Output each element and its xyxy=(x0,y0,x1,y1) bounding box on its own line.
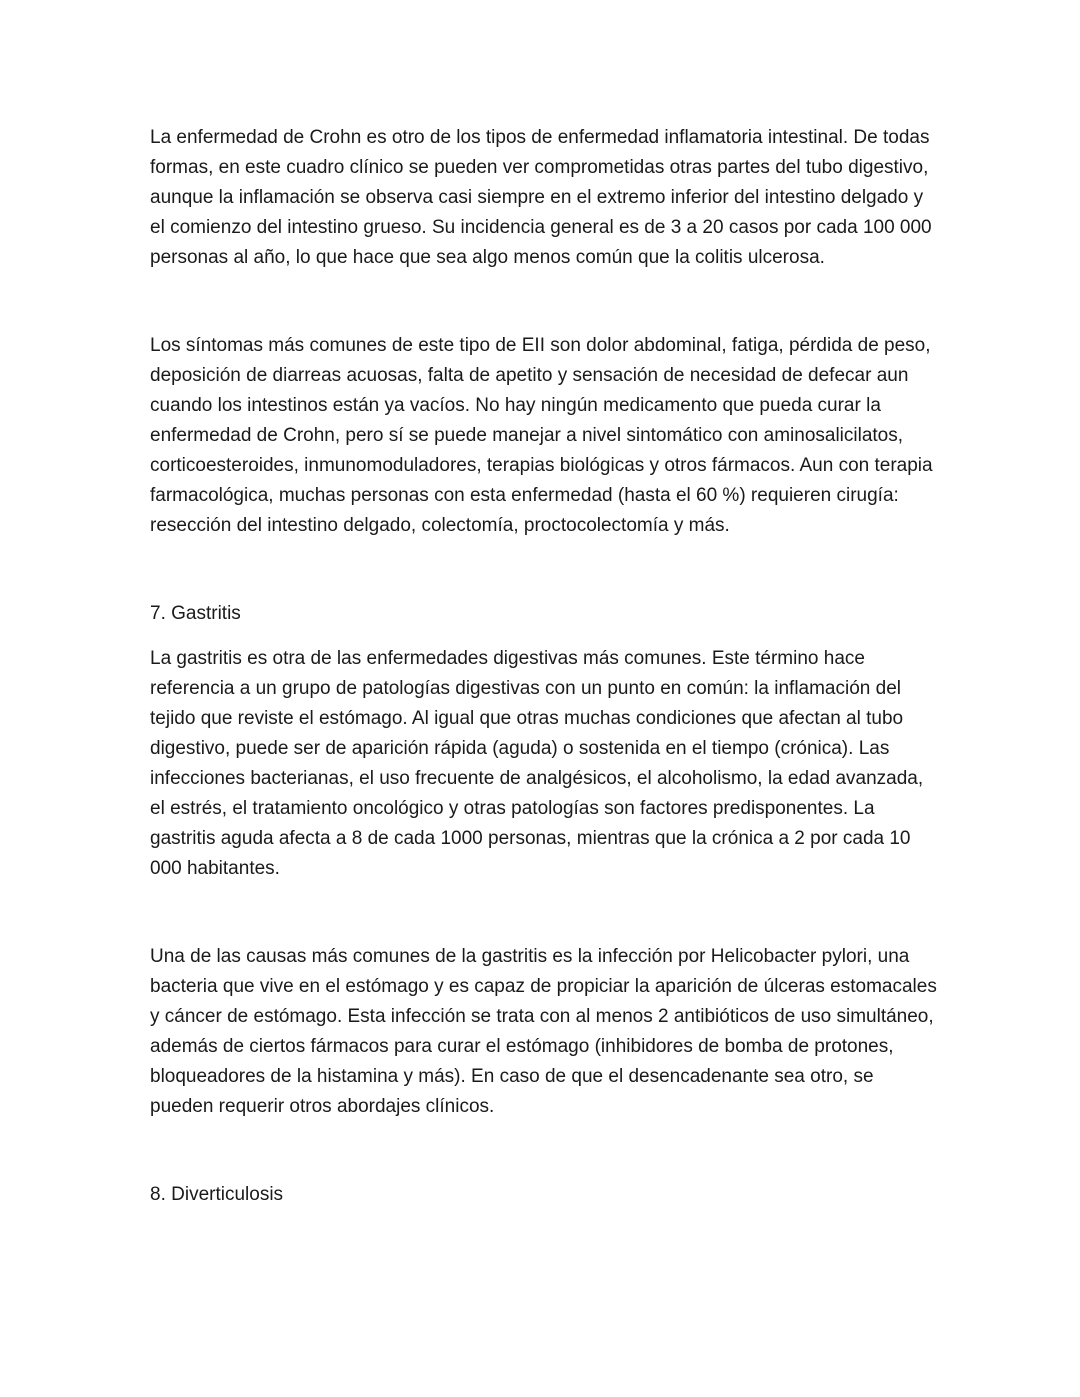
paragraph-gastritis-intro: La gastritis es otra de las enfermedades digestivas más comunes. Este término hace referencia a un grupo de patologías digestivas con un punto en común: la inflamación del tejido que reviste el estómago. Al igual que otras muchas condiciones que afectan al tubo digestivo, puede ser de aparición rápida (aguda) o sostenida en el tiempo (crónica). Las infecciones bacterianas, el uso frecuente de analgésicos, el alcoholismo, la edad avanzada, el estrés, el tratamiento oncológico y otras patologías son factores predisponentes. La gastritis aguda afecta a 8 de cada 1000 personas, mientras que la crónica a 2 por cada 10 000 habitantes. xyxy=(150,648,924,879)
paragraph-crohn-intro: La enfermedad de Crohn es otro de los tipos de enfermedad inflamatoria intestinal. De todas formas, en este cuadro clínico se pueden ver comprometidas otras partes del tubo digestivo, aunque la inflamación se observa casi siempre en el extremo inferior del intestino delgado y el comienzo del intestino grueso. Su incidencia general es de 3 a 20 casos por cada 100 000 personas al año, lo que hace que sea algo menos común que la colitis ulcerosa. xyxy=(150,127,932,268)
paragraph-crohn-symptoms: Los síntomas más comunes de este tipo de EII son dolor abdominal, fatiga, pérdida de peso, deposición de diarreas acuosas, falta de apetito y sensación de necesidad de defecar aun cuando los intestinos están ya vacíos. No hay ningún medicamento que pueda curar la enfermedad de Crohn, pero sí se puede manejar a nivel sintomático con aminosalicilatos, corticoesteroides, inmunomoduladores, terapias biológicas y otros fármacos. Aun con terapia farmacológica, muchas personas con esta enfermedad (hasta el 60 %) requieren cirugía: resección del intestino delgado, colectomía, proctocolectomía y más. xyxy=(150,335,933,536)
paragraph-gastritis-causes: Una de las causas más comunes de la gastritis es la infección por Helicobacter pylori, una bacteria que vive en el estómago y es capaz de propiciar la aparición de úlceras estomacales y cáncer de estómago. Esta infección se trata con al menos 2 antibióticos de uso simultáneo, además de ciertos fármacos para curar el estómago (inhibidores de bomba de protones, bloqueadores de la histamina y más). En caso de que el desencadenante sea otro, se pueden requerir otros abordajes clínicos. xyxy=(150,946,937,1117)
section-heading-diverticulosis: 8. Diverticulosis xyxy=(150,1184,284,1205)
section-heading-gastritis: 7. Gastritis xyxy=(150,603,241,624)
document-page xyxy=(150,123,940,1210)
